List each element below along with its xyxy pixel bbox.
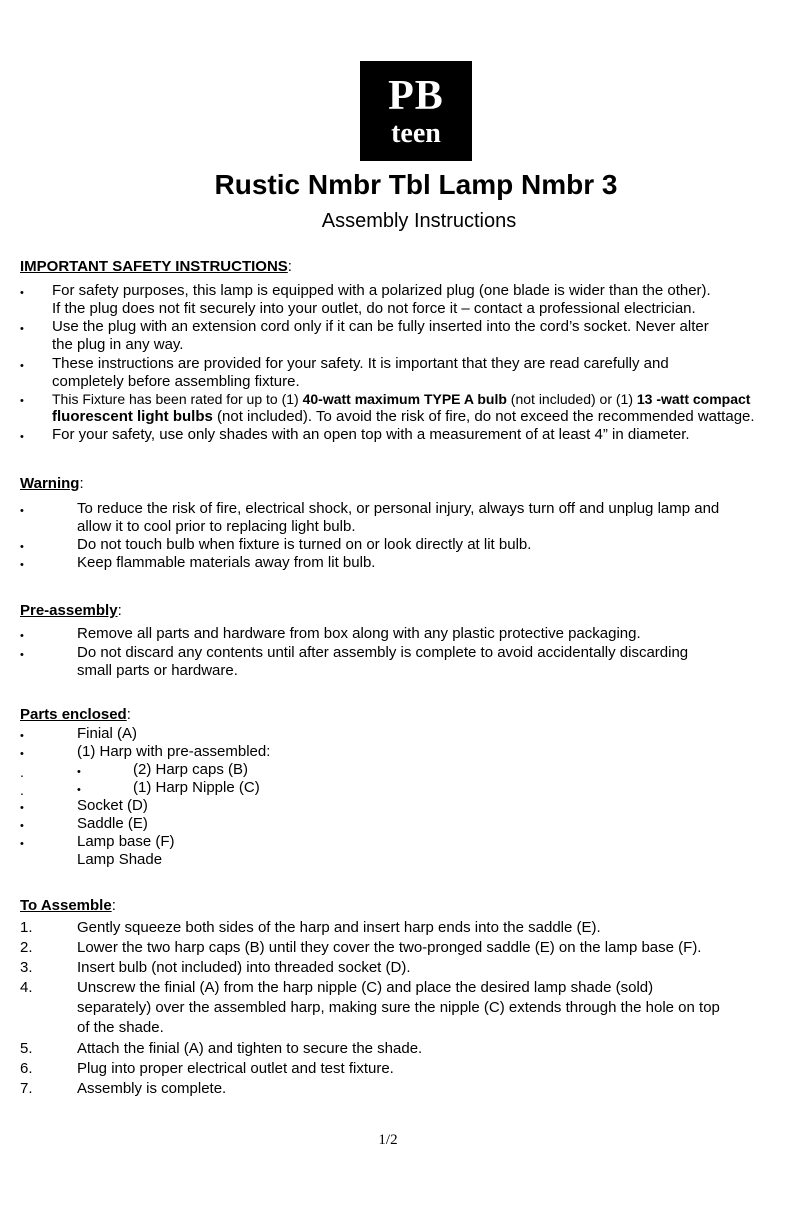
step-2-number: 2. [20,939,33,956]
safety-item-4-text-a: This Fixture has been rated for up to (1) [52,391,303,407]
warning-item-1-line-2: allow it to cool prior to replacing light bulb. [77,518,356,535]
preassembly-heading [20,602,122,620]
step-6-number: 6. [20,1060,33,1077]
parts-heading-colon: : [126,706,131,723]
parts-item-5: Lamp base (F) [77,833,175,850]
bullet-icon: • [77,784,81,796]
parts-heading-text: Parts enclosed [20,706,127,723]
safety-item-4-cfl-watt: 13 -watt compact [636,391,751,407]
bullet-icon: • [20,630,24,642]
parts-item-4: Saddle (E) [77,815,148,832]
bullet-icon: • [20,820,24,832]
safety-item-4-line-2 [52,408,755,426]
document-subtitle: Assembly Instructions [321,210,517,232]
safety-item-1-line-2: If the plug does not fit securely into your outlet, do not force it – contact a professional electrician. [52,300,696,317]
bullet-icon: • [20,360,24,372]
parts-item-6: Lamp Shade [77,851,163,868]
bullet-icon: • [77,766,81,778]
step-6-text: Plug into proper electrical outlet and test fixture. [77,1060,394,1077]
preassembly-item-2-line-2: small parts or hardware. [77,662,238,679]
safety-item-3-line-2: completely before assembling fixture. [52,373,300,390]
parts-item-1: Finial (A) [77,725,138,742]
preassembly-heading-text: Pre-assembly [20,602,118,619]
bullet-icon: • [20,802,24,814]
step-1-number: 1. [20,919,33,936]
safety-item-5-line-1: For your safety, use only shades with an open top with a measurement of at least 4” in diameter. [52,426,690,443]
document-title: Rustic Nmbr Tbl Lamp Nmbr 3 [214,169,618,200]
parts-subitem-1: (2) Harp caps (B) [133,761,249,778]
parts-item-3: Socket (D) [77,797,148,814]
warning-heading-text: Warning [20,475,80,492]
safety-item-4-line-1 [52,390,750,409]
step-5-text: Attach the finial (A) and tighten to secure the shade. [77,1040,423,1057]
bullet-icon: • [20,323,24,335]
step-2-text: Lower the two harp caps (B) until they cover the two-pronged saddle (E) on the lamp base (F). [77,939,702,956]
safety-item-4-bulb-type: 40-watt maximum TYPE A bulb [302,391,507,407]
page-number: 1/2 [378,1132,398,1148]
bullet-icon: • [20,559,24,571]
bullet-icon: • [20,395,24,407]
safety-heading-colon: : [287,258,292,275]
step-4-number: 4. [20,979,33,996]
parts-heading [20,706,131,724]
safety-heading [20,258,292,276]
parts-subitem-2: (1) Harp Nipple (C) [133,779,260,796]
safety-item-3-line-1: These instructions are provided for your safety. It is important that they are read carefully and [52,355,669,372]
step-5-number: 5. [20,1040,33,1057]
bullet-icon: • [20,730,24,742]
warning-item-3-line-1: Keep flammable materials away from lit bulb. [77,554,376,571]
safety-item-1-line-1: For safety purposes, this lamp is equipped with a polarized plug (one blade is wider than the other). [52,282,711,299]
bullet-icon: • [20,505,24,517]
dot-marker: . [20,764,24,780]
parts-item-2: (1) Harp with pre-assembled: [77,743,271,760]
warning-item-2-line-1: Do not touch bulb when fixture is turned on or look directly at lit bulb. [77,536,532,553]
assemble-heading-text: To Assemble [20,897,112,914]
safety-heading-text: IMPORTANT SAFETY INSTRUCTIONS [20,258,288,275]
step-1-text: Gently squeeze both sides of the harp and insert harp ends into the saddle (E). [77,919,601,936]
step-4-text-line-1: Unscrew the finial (A) from the harp nipple (C) and place the desired lamp shade (sold) [77,979,654,996]
warning-heading-colon: : [79,475,84,492]
preassembly-item-1-line-1: Remove all parts and hardware from box along with any plastic protective packaging. [77,625,641,642]
dot-marker: . [20,782,24,798]
brand-logo [360,61,472,161]
bullet-icon: • [20,748,24,760]
safety-item-4-cfl-type: fluorescent light bulbs [52,408,213,425]
bullet-icon: • [20,649,24,661]
step-3-number: 3. [20,959,33,976]
safety-item-4-text-b: (not included) or (1) [506,391,637,407]
assemble-heading [20,897,116,915]
bullet-icon: • [20,431,24,443]
step-7-text: Assembly is complete. [77,1080,227,1097]
step-3-text: Insert bulb (not included) into threaded socket (D). [77,959,411,976]
logo-line-2: teen [391,118,441,149]
bullet-icon: • [20,838,24,850]
assemble-heading-colon: : [111,897,116,914]
safety-item-4-text-c: (not included [212,408,303,425]
warning-item-1-line-1: To reduce the risk of fire, electrical shock, or personal injury, always turn off and unplug lamp and [77,500,720,517]
warning-heading [20,475,84,493]
step-7-number: 7. [20,1080,33,1097]
preassembly-item-2-line-1: Do not discard any contents until after assembly is complete to avoid accidentally discarding [77,644,689,661]
safety-item-2-line-2: the plug in any way. [52,336,184,353]
safety-item-2-line-1: Use the plug with an extension cord only if it can be fully inserted into the cord’s socket. Never alter [52,318,709,335]
logo-line-1: PB [388,73,444,119]
step-4-text-line-2: separately) over the assembled harp, making sure the nipple (C) extends through the hole on top [77,999,720,1016]
bullet-icon: • [20,287,24,299]
step-4-text-line-3: of the shade. [77,1019,164,1036]
bullet-icon: • [20,541,24,553]
preassembly-heading-colon: : [117,602,122,619]
safety-item-4-text-d: ). To avoid the risk of fire, do not exceed the recommended wattage. [302,408,755,425]
